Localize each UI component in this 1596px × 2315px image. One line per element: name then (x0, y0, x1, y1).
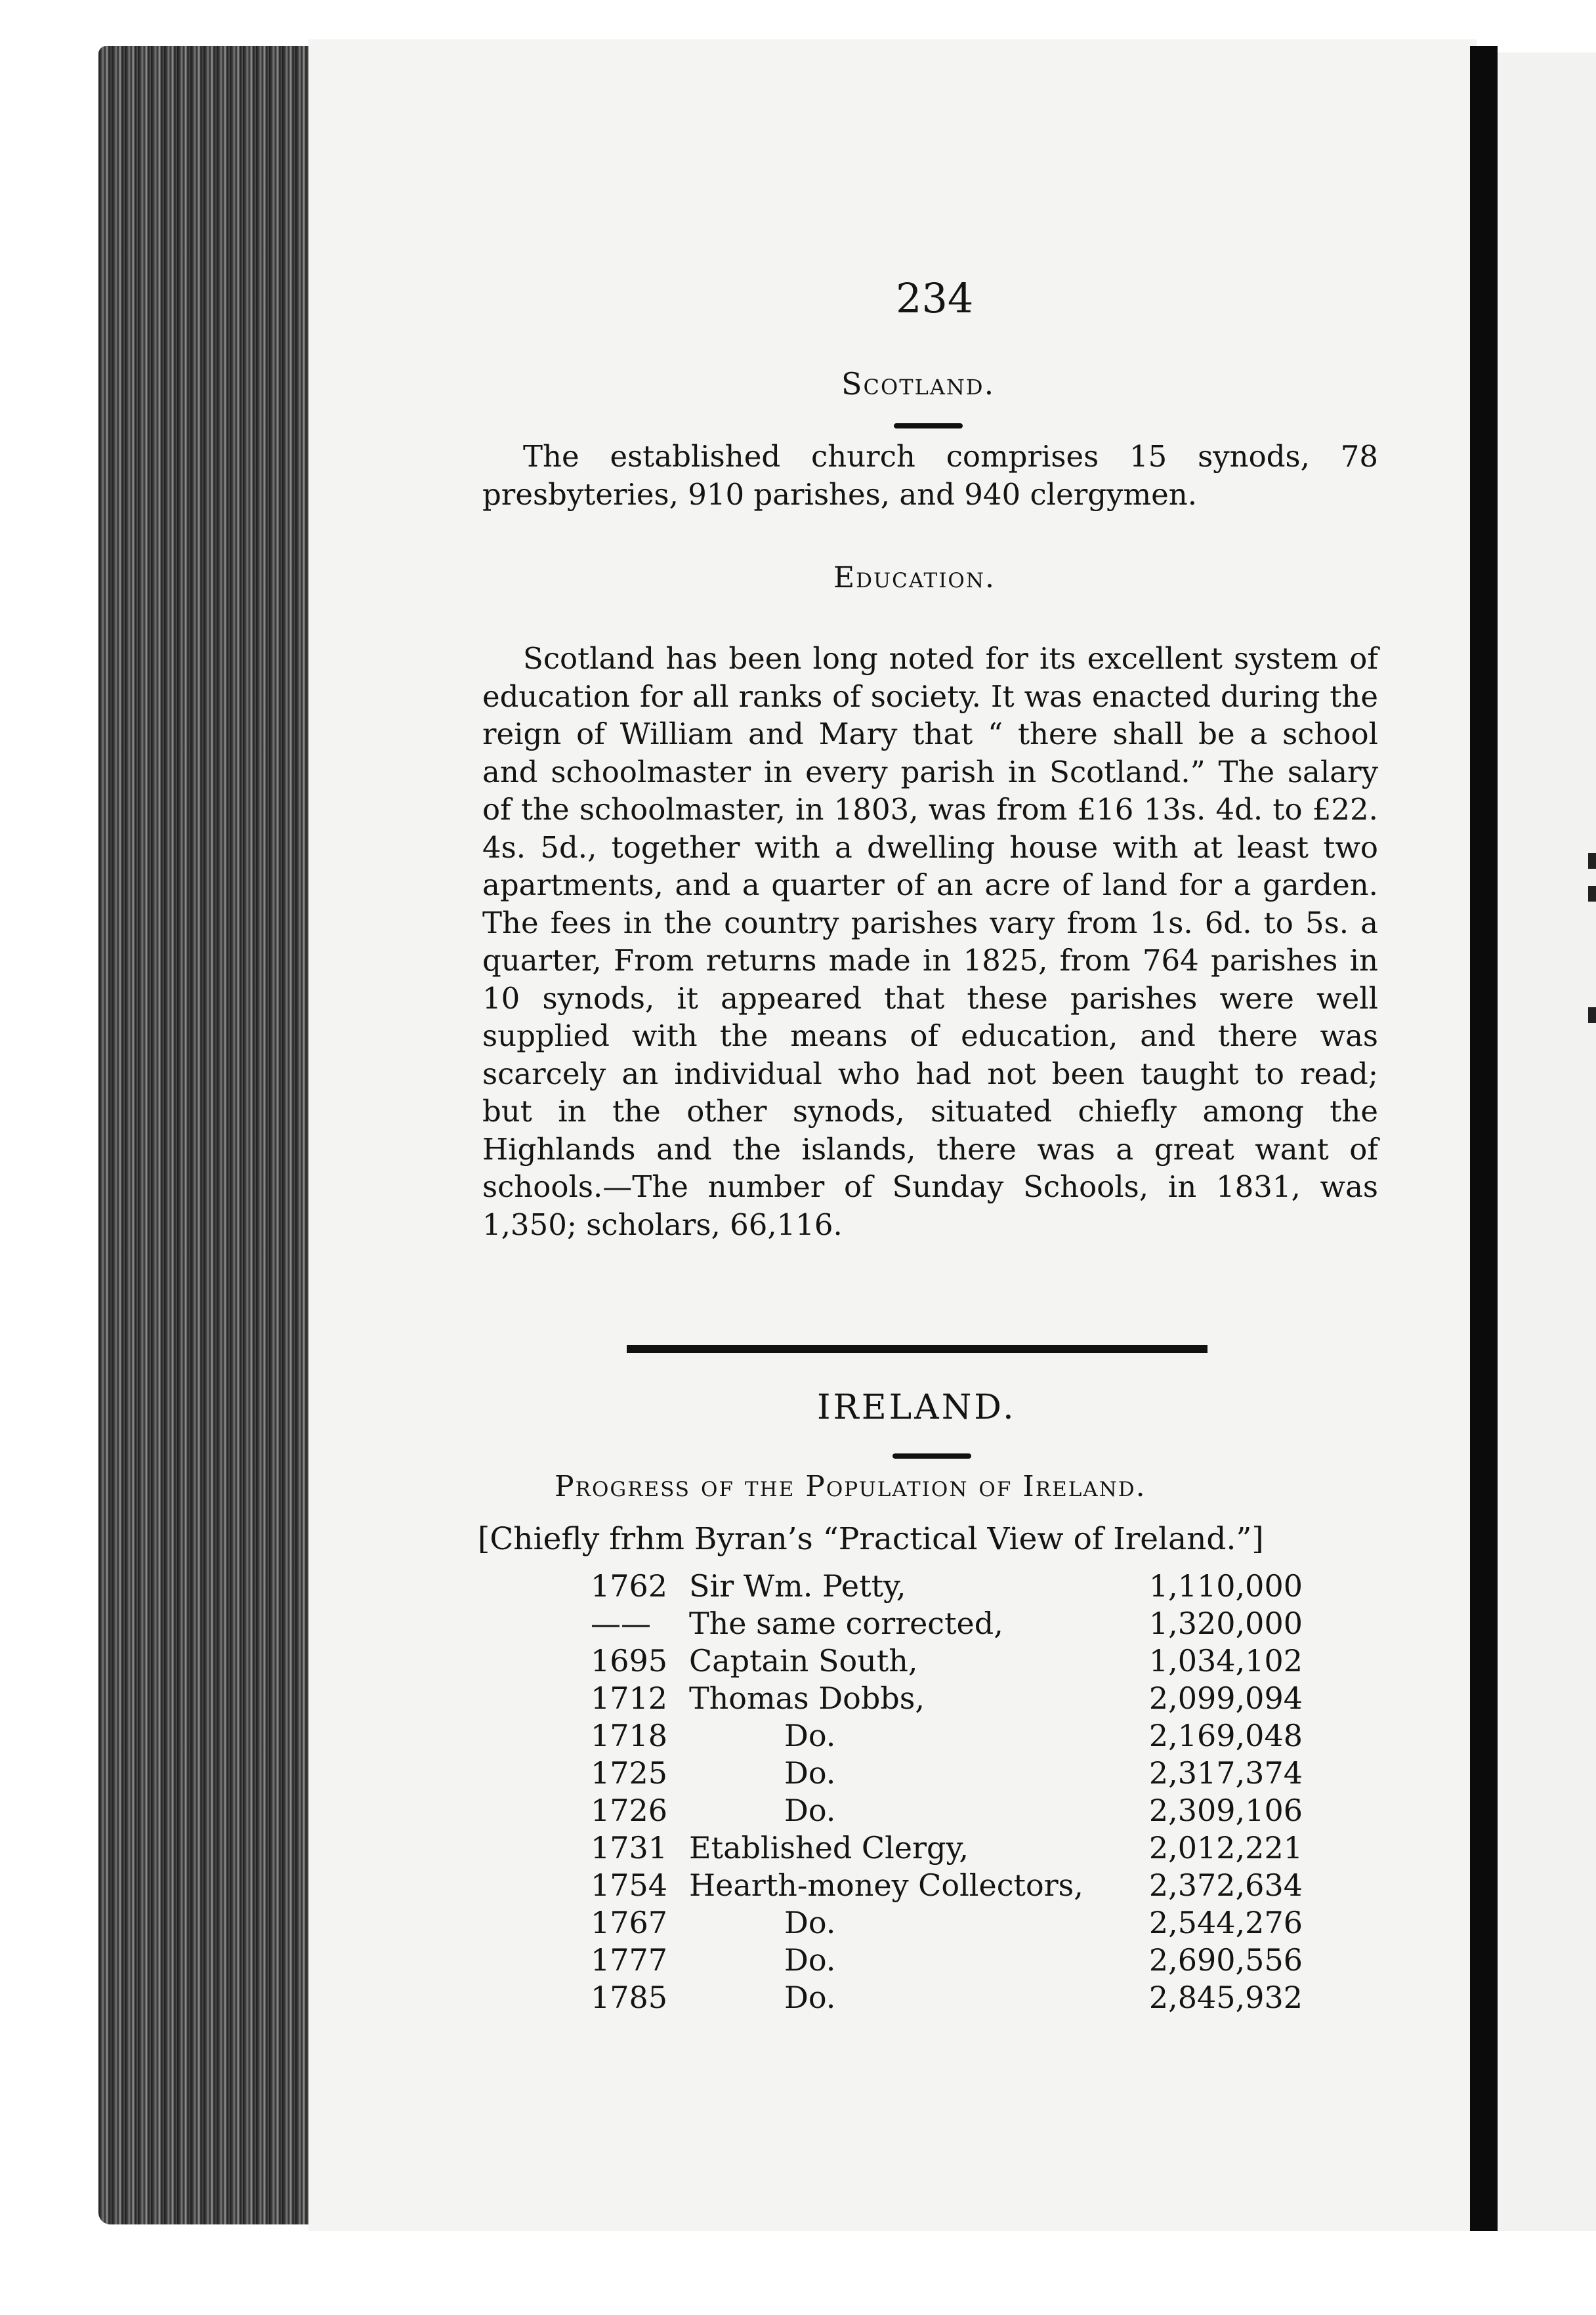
row-year: 1718 (591, 1718, 668, 1753)
row-year: 1785 (591, 1980, 668, 2015)
short-rule (892, 1453, 971, 1459)
row-authority: Do. (784, 1980, 836, 2015)
row-population: 2,317,374 (1148, 1755, 1303, 1791)
table-row (0, 1793, 1596, 1831)
row-population: 2,099,094 (1148, 1680, 1303, 1716)
table-row (0, 1568, 1596, 1606)
row-year: 1712 (591, 1680, 668, 1716)
table-row (0, 1718, 1596, 1756)
facing-page-fragment (1588, 853, 1596, 869)
population-table-source: [Chiefly frhm Byran’s “Practical View of Ireland.”] (478, 1521, 1264, 1557)
row-population: 1,034,102 (1148, 1643, 1303, 1679)
row-year: —— (591, 1606, 651, 1641)
facing-page-fragment (1588, 1007, 1596, 1023)
row-authority: Do. (784, 1905, 836, 1940)
section-heading-scotland: Scotland. (841, 366, 996, 402)
row-population: 2,544,276 (1148, 1905, 1303, 1940)
row-population: 2,012,221 (1148, 1830, 1303, 1866)
row-year: 1695 (591, 1643, 668, 1679)
row-population: 2,372,634 (1148, 1867, 1303, 1903)
population-table-title: Progress of the Population of Ireland. (555, 1470, 1146, 1503)
section-heading-ireland: IRELAND. (817, 1388, 1017, 1427)
row-population: 2,169,048 (1148, 1718, 1303, 1753)
education-paragraph: Scotland has been long noted for its excellent system of education for all ranks of society. It was enacted during the reign of William and Mary that “ there shall be a school and schoolmaster in every parish in Scotland.” The salary of the schoolmaster, in 1803, was from £16 13s. 4d. to £22. 4s. 5d., together with a dwelling house with at least two apartments, and a quarter of an acre of land for a garden. The fees in the country parishes vary from 1s. 6d. to 5s. a quarter, From returns made in 1825, from 764 parishes in 10 synods, it appeared that these parishes were well supplied with the means of education, and there was scarcely an individual who had not been taught to read; but in the other synods, situated chiefly among the Highlands and the islands, there was a great want of schools.—The number of Sunday Schools, in 1831, was 1,350; scholars, 66,116. (482, 641, 1378, 1242)
row-authority: Sir Wm. Petty, (689, 1568, 906, 1604)
section-heading-education: Education. (833, 561, 996, 594)
row-authority: Thomas Dobbs, (689, 1680, 925, 1716)
table-row (0, 1980, 1596, 2018)
row-year: 1725 (591, 1755, 668, 1791)
row-year: 1777 (591, 1942, 668, 1978)
page-number: 234 (896, 274, 974, 322)
row-authority: The same corrected, (689, 1606, 1003, 1641)
table-row (0, 1606, 1596, 1644)
row-year: 1762 (591, 1568, 668, 1604)
scotland-church-paragraph: The established church comprises 15 synods, 78 presbyteries, 910 parishes, and 940 clergymen. (482, 439, 1378, 512)
row-authority: Hearth-money Collectors, (689, 1867, 1083, 1903)
row-population: 2,690,556 (1148, 1942, 1303, 1978)
row-population: 1,320,000 (1148, 1606, 1303, 1641)
facing-page-fragment (1588, 886, 1596, 902)
table-row (0, 1755, 1596, 1793)
table-row (0, 1942, 1596, 1980)
row-authority: Etablished Clergy, (689, 1830, 969, 1866)
row-year: 1726 (591, 1793, 668, 1828)
row-population: 1,110,000 (1148, 1568, 1303, 1604)
row-year: 1754 (591, 1867, 668, 1903)
table-row (0, 1830, 1596, 1868)
table-row (0, 1867, 1596, 1906)
row-year: 1731 (591, 1830, 668, 1866)
row-population: 2,845,932 (1148, 1980, 1303, 2015)
row-authority: Do. (784, 1755, 836, 1791)
row-authority: Do. (784, 1718, 836, 1753)
row-authority: Do. (784, 1942, 836, 1978)
row-year: 1767 (591, 1905, 668, 1940)
row-authority: Do. (784, 1793, 836, 1828)
row-authority: Captain South, (689, 1643, 918, 1679)
table-row (0, 1680, 1596, 1719)
table-row (0, 1905, 1596, 1943)
short-rule (894, 423, 963, 428)
table-row (0, 1643, 1596, 1681)
section-divider (627, 1345, 1208, 1353)
row-population: 2,309,106 (1148, 1793, 1303, 1828)
